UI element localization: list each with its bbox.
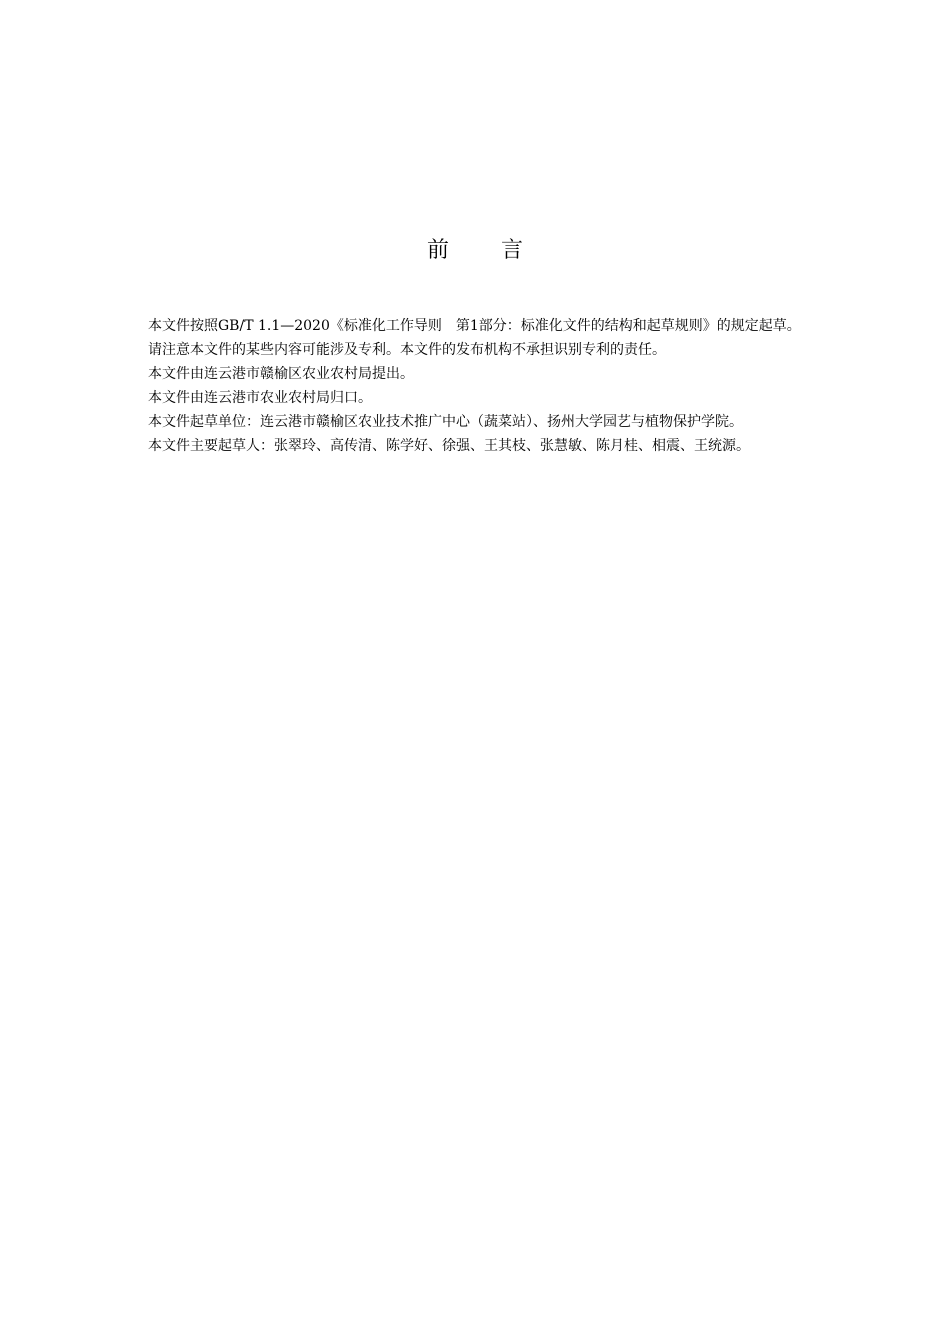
paragraph-drafting-units: 本文件起草单位：连云港市赣榆区农业技术推广中心（蔬菜站）、扬州大学园艺与植物保护学院。 xyxy=(148,414,743,430)
paragraph-under-jurisdiction: 本文件由连云港市农业农村局归口。 xyxy=(148,390,372,406)
heading-char-2: 言 xyxy=(501,238,524,263)
paragraph-drafting-rules: 本文件按照GB/T 1.1—2020《标准化工作导则 第1部分：标准化文件的结构和起草规则》的规定起草。 xyxy=(148,318,801,334)
paragraph-patent-notice: 请注意本文件的某些内容可能涉及专利。本文件的发布机构不承担识别专利的责任。 xyxy=(148,342,666,358)
heading-char-1: 前 xyxy=(426,238,449,263)
paragraph-proposed-by: 本文件由连云港市赣榆区农业农村局提出。 xyxy=(148,366,414,382)
paragraph-drafters: 本文件主要起草人：张翠玲、高传清、陈学好、徐强、王其枝、张慧敏、陈月桂、相震、王统源。 xyxy=(148,438,750,454)
foreword-heading xyxy=(0,236,950,266)
foreword-body xyxy=(113,314,863,458)
